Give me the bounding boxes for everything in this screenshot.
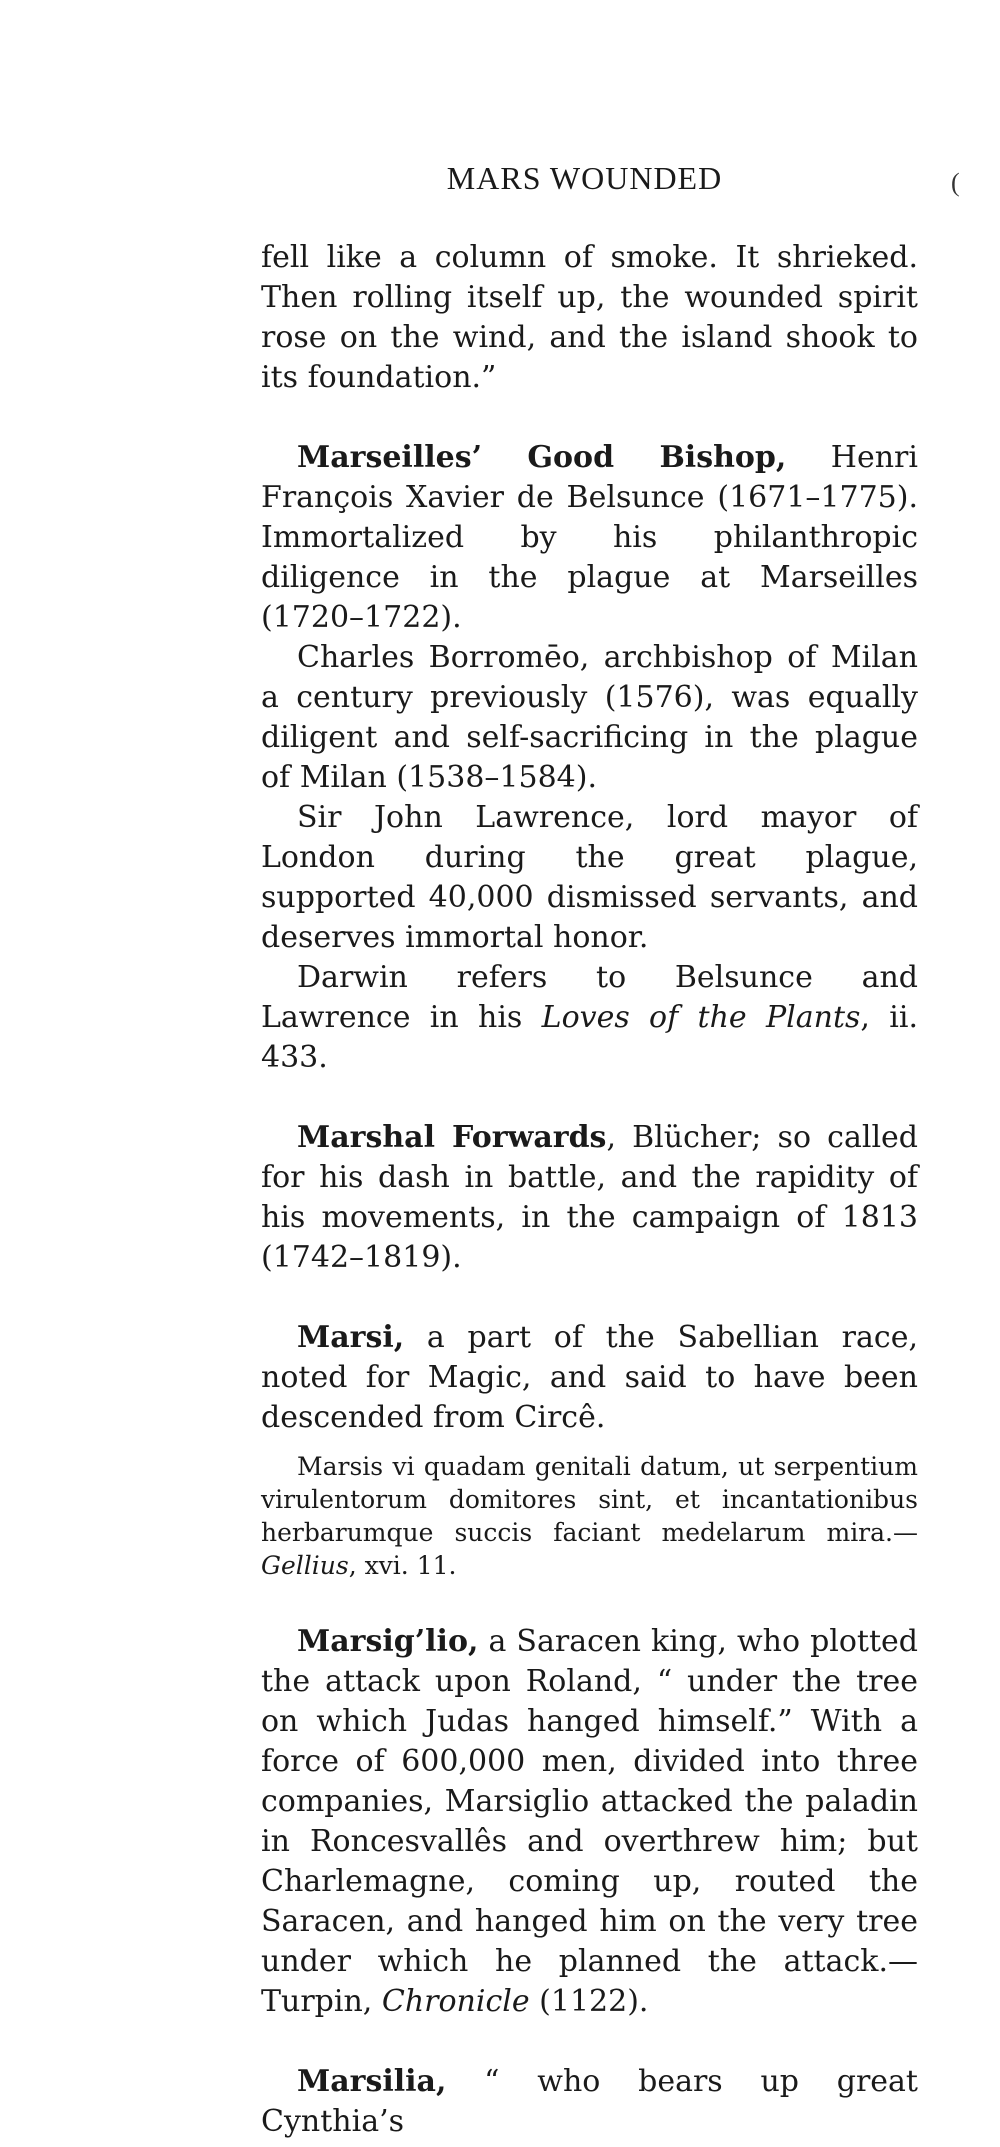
- paragraph-text: Sir John Lawrence, lord mayor of London during the great plague, supported 40,000 dismissed servants, and deserves immortal honor.: [261, 800, 918, 955]
- paragraph-text: fell like a column of smoke. It shrieked. Then rolling itself up, the wounded spirit rose on the wind, and the island shook to its foundation.”: [261, 240, 918, 395]
- entry-marsilia: [261, 2062, 918, 2142]
- entry-headword: Marsi,: [297, 1320, 405, 1355]
- entry-headword: Marseilles’ Good Bishop,: [297, 440, 787, 475]
- quotation-text: Marsis vi quadam genitali datum, ut serpentium virulentorum domitores sint, et incantationibus herbarumque succis faciant medelarum mira.—: [261, 1452, 918, 1547]
- paragraph-text: Darwin refers to Belsunce and Lawrence in his: [261, 960, 918, 1035]
- entry-text: (1122).: [529, 1984, 649, 2019]
- paragraph-borromeo: [261, 638, 918, 798]
- quotation-source: , xvi. 11.: [348, 1551, 457, 1580]
- latin-quotation: [261, 1450, 918, 1582]
- text-column: [261, 238, 918, 2142]
- entry-text: Henri François Xavier de Belsunce (1671–1775). Immortalized by his philanthropic diligence in the plague at Marseilles (1720–1722).: [261, 440, 918, 635]
- entry-marsiglio: [261, 1622, 918, 2022]
- paragraph-text: Charles Borromēo, archbishop of Milan a century previously (1576), was equally diligent and self-sacrificing in the plague of Milan (1538–1584).: [261, 640, 918, 795]
- work-title: Chronicle: [381, 1984, 530, 2019]
- entry-text: “ who bears up great Cynthia’s: [261, 2064, 918, 2139]
- entry-headword: Marshal Forwards: [297, 1120, 607, 1155]
- paragraph-darwin: [261, 958, 918, 1078]
- paragraph-lawrence: [261, 798, 918, 958]
- paragraph-continuation: [261, 238, 918, 398]
- quotation-author: Gellius: [261, 1551, 349, 1580]
- entry-marseilles-good-bishop: [261, 438, 918, 638]
- entry-headword: Marsilia,: [297, 2064, 447, 2099]
- entry-text: , Blücher; so called for his dash in battle, and the rapidity of his movements, in the campaign of 1813 (1742–1819).: [261, 1120, 918, 1275]
- running-head: MARS WOUNDED: [446, 160, 723, 196]
- entry-marsi: [261, 1318, 918, 1438]
- entry-headword: Marsig’lio,: [297, 1624, 479, 1659]
- work-title: Loves of the Plants: [541, 1000, 861, 1035]
- entry-text: a Saracen king, who plotted the attack upon Roland, “ under the tree on which Judas hanged himself.” With a force of 600,000 men, divided into three companies, Marsiglio attacked the paladin in Roncesvallês and overthrew him; but Charlemagne, coming up, routed the Saracen, and hanged him on the very tree under which he planned the attack.—Turpin,: [261, 1624, 918, 2019]
- entry-marshal-forwards: [261, 1118, 918, 1278]
- paragraph-text: , ii. 433.: [261, 1000, 918, 1075]
- page-edge-mark: (: [951, 168, 960, 197]
- entry-text: a part of the Sabellian race, noted for Magic, and said to have been descended from Circê.: [261, 1320, 918, 1435]
